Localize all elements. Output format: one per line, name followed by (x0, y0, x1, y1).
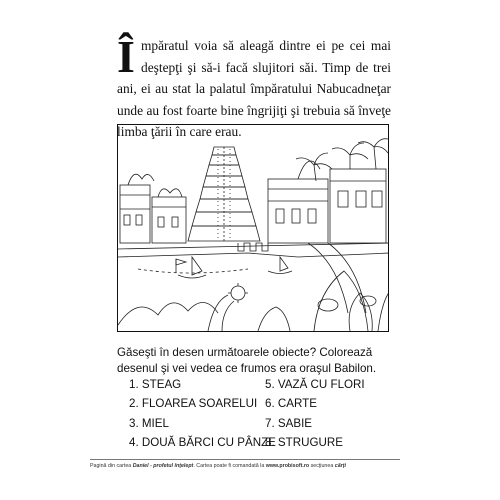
footer-book-title: Daniel - profetul înţelept (132, 463, 194, 469)
drop-cap-letter: Î (117, 31, 135, 82)
list-item: 1. STEAG (129, 378, 182, 391)
question-text: Găseşti în desen următoarele obiecte? Colorează desenul şi vei vedea ce frumos era oraşul Babilon. (117, 346, 377, 375)
footer-middle: . Cartea poate fi comandată la (193, 463, 266, 469)
list-item: 4. DOUĂ BĂRCI CU PÂNZE (129, 435, 276, 449)
items-list-right (265, 375, 365, 452)
footer-website-link[interactable]: www.probisoft.ro (265, 463, 310, 469)
flag (176, 259, 186, 273)
items-list-left (129, 375, 276, 452)
list-item: 2. FLOAREA SOARELUI (129, 397, 258, 411)
footer-divider (90, 459, 400, 460)
footer-section-prefix: secţiunea (309, 463, 335, 469)
ziggurat-tower (188, 147, 260, 241)
list-item: 3. MIEL (129, 416, 169, 430)
list-item: 8. STRUGURE (265, 435, 343, 449)
babylon-illustration (117, 124, 389, 332)
footer-section-name: cărţi (334, 463, 346, 469)
list-item: 7. SABIE (265, 416, 313, 430)
story-text: mpăratul voia să aleagă dintre ei pe cei mai deştepţi şi să-i facă slujitori săi. Timp de trei ani, ei au stat la palatul împăratului Nabucadneţar unde au fost foarte bine îngrijiţi şi trebuia să înveţe limba ţării în care erau. (117, 38, 391, 139)
babylon-line-drawing (118, 125, 389, 332)
boats (138, 257, 292, 278)
city-wall (118, 243, 389, 313)
foreground-plants (118, 271, 389, 331)
footer-prefix: Pagină din cartea (90, 463, 133, 469)
list-item: 6. CARTE (265, 397, 317, 411)
list-item: 5. VAZĂ CU FLORI (265, 378, 365, 391)
left-buildings (120, 174, 186, 243)
right-palace (268, 139, 388, 243)
page-footer (90, 463, 420, 469)
